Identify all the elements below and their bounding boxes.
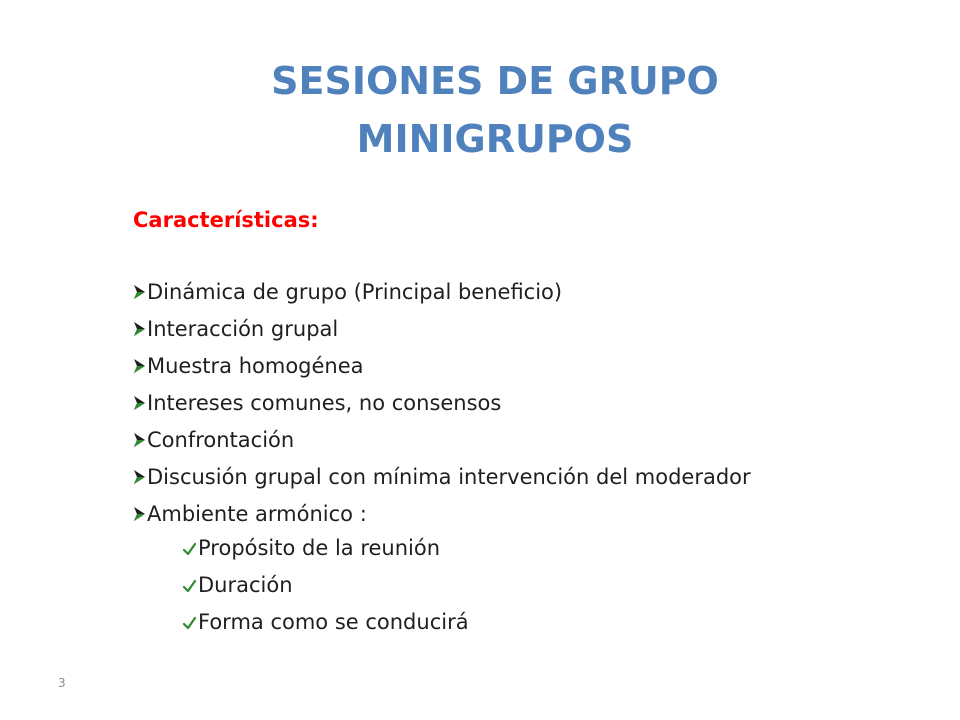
sub-bullet-text: Propósito de la reunión	[198, 536, 441, 560]
sub-bullet-list	[183, 530, 469, 641]
sub-bullet-text: Forma como se conducirá	[198, 610, 469, 634]
arrow-bullet-icon	[133, 469, 146, 485]
sub-bullet-item	[183, 567, 469, 604]
arrow-bullet-icon	[133, 395, 146, 411]
arrow-bullet-icon	[133, 321, 146, 337]
arrow-bullet-icon	[133, 284, 146, 300]
page-number: 3	[58, 676, 66, 690]
sub-bullet-text: Duración	[198, 573, 293, 597]
title-line-2: MINIGRUPOS	[356, 117, 634, 161]
bullet-item	[133, 459, 751, 496]
checkmark-icon	[183, 542, 196, 556]
arrow-bullet-icon	[133, 432, 146, 448]
slide-title	[0, 52, 960, 168]
bullet-list	[133, 274, 751, 533]
arrow-bullet-icon	[133, 358, 146, 374]
bullet-text: Ambiente armónico :	[147, 502, 367, 526]
bullet-text: Intereses comunes, no consensos	[147, 391, 502, 415]
bullet-text: Dinámica de grupo (Principal beneficio)	[147, 280, 563, 304]
bullet-item	[133, 348, 751, 385]
sub-bullet-item	[183, 530, 469, 567]
bullet-item	[133, 274, 751, 311]
bullet-item	[133, 385, 751, 422]
sub-bullet-item	[183, 604, 469, 641]
bullet-text: Discusión grupal con mínima intervención del moderador	[147, 465, 751, 489]
bullet-text: Confrontación	[147, 428, 295, 452]
arrow-bullet-icon	[133, 506, 146, 522]
checkmark-icon	[183, 616, 196, 630]
bullet-item	[133, 496, 751, 533]
subheading-caracteristicas: Características:	[133, 208, 319, 232]
checkmark-icon	[183, 579, 196, 593]
title-line-1: SESIONES DE GRUPO	[271, 59, 719, 103]
bullet-text: Interacción grupal	[147, 317, 339, 341]
bullet-item	[133, 311, 751, 348]
bullet-text: Muestra homogénea	[147, 354, 364, 378]
bullet-item	[133, 422, 751, 459]
